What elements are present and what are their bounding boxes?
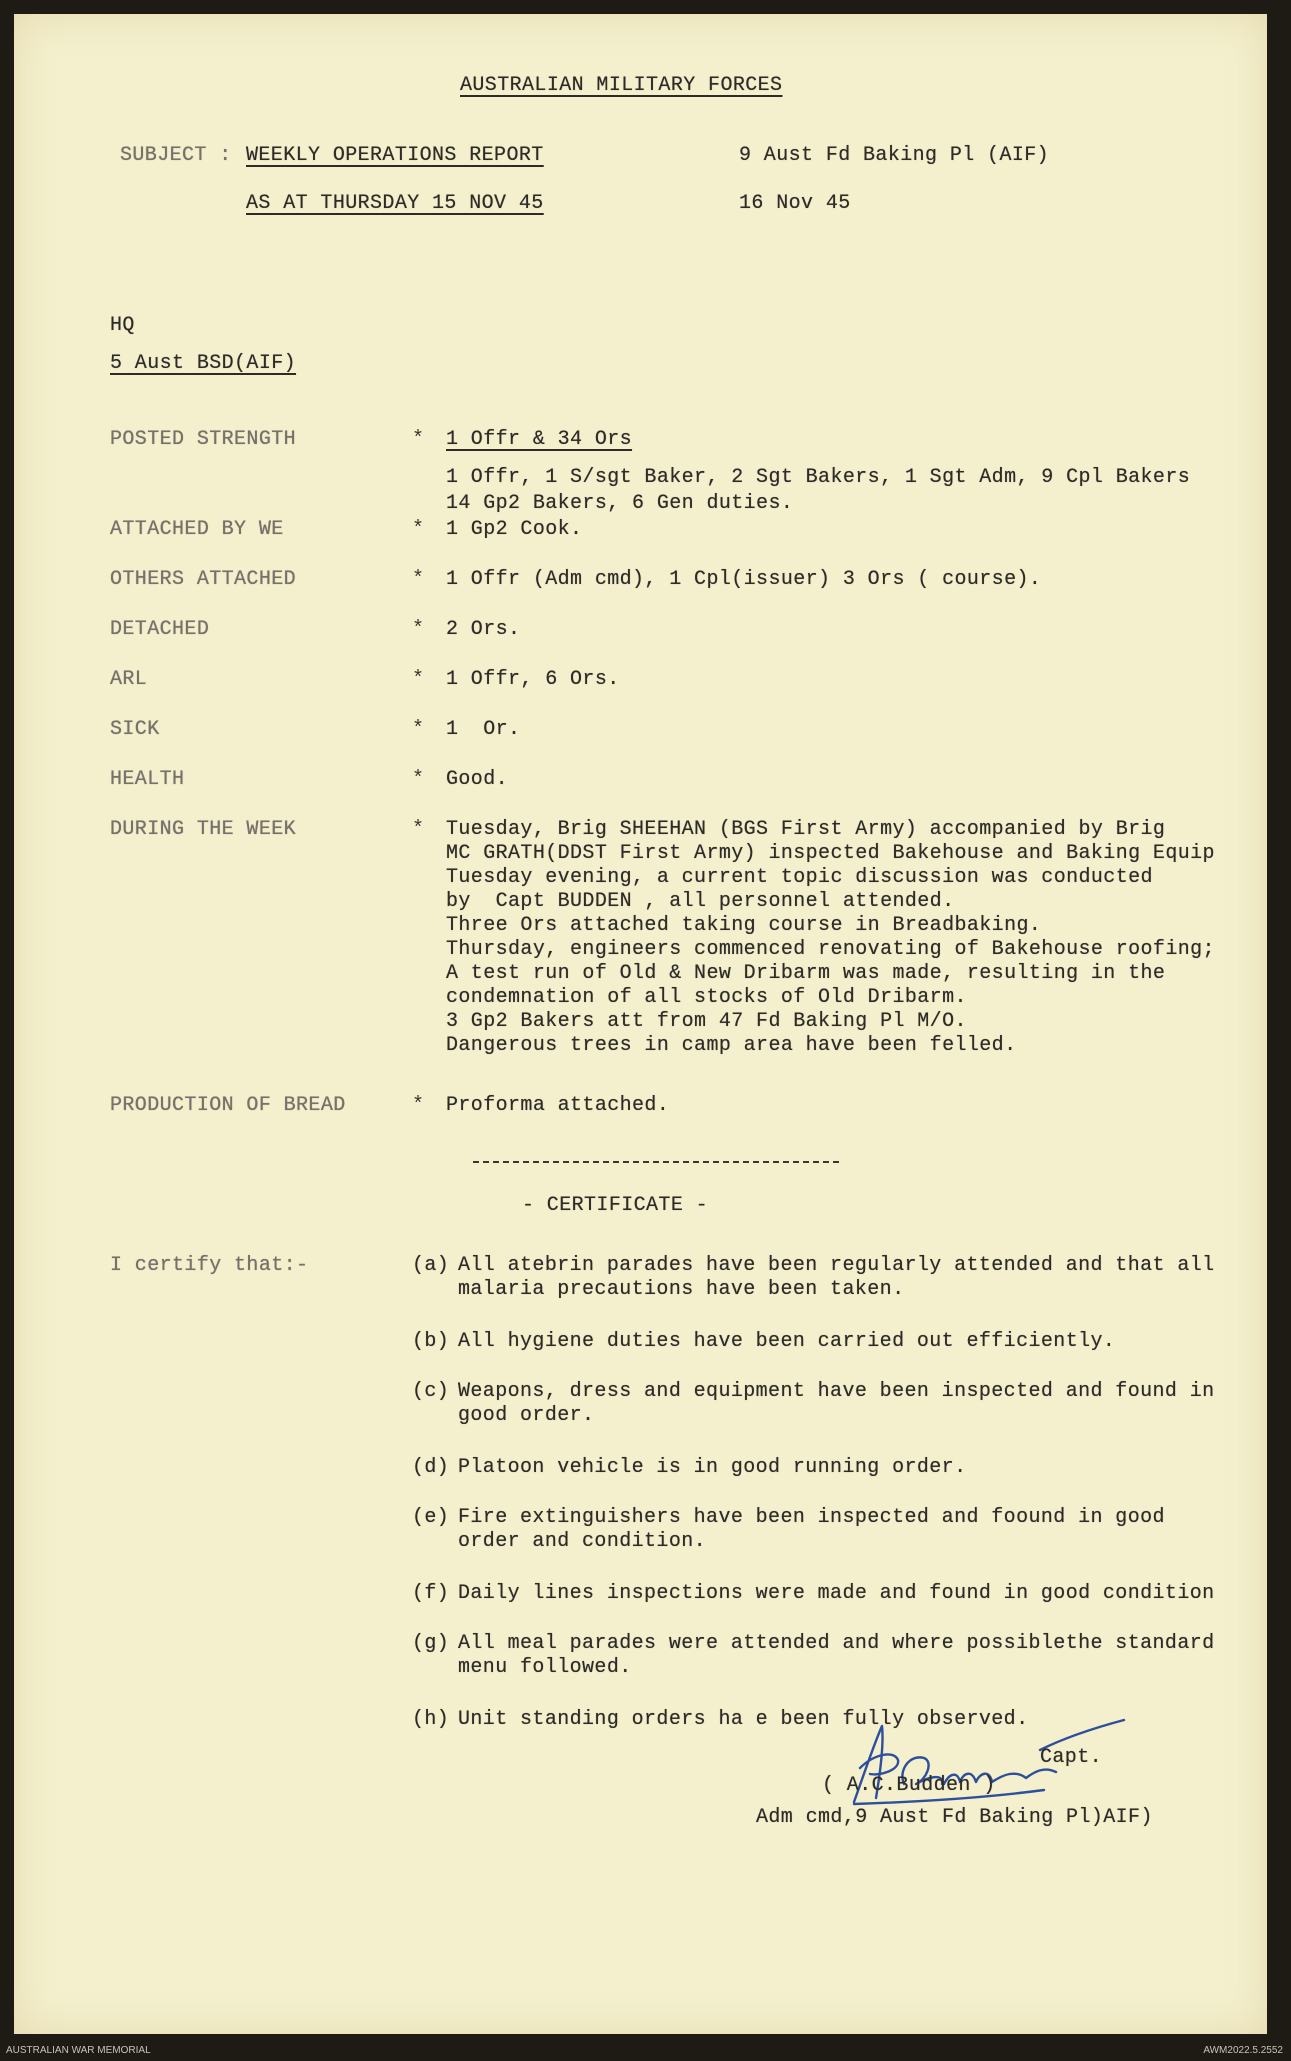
divider (473, 1161, 839, 1163)
entry-line: 2 Ors. (446, 618, 521, 641)
certificate-letter: (f) (412, 1582, 450, 1605)
report-date: 16 Nov 45 (739, 192, 851, 215)
footer-right: AWM2022.5.2552 (1203, 2045, 1283, 2056)
certificate-line: Daily lines inspections were made and found in good condition (458, 1582, 1215, 1605)
entry-label-detached: DETACHED (110, 618, 210, 641)
entry-line: 1 Or. (446, 718, 521, 741)
document-title: AUSTRALIAN MILITARY FORCES (460, 74, 783, 97)
entry-bullet: * (412, 818, 425, 841)
certificate-line: Unit standing orders ha e been fully observed. (458, 1708, 1029, 1731)
signature-name: ( A.C.Budden ) (822, 1774, 996, 1797)
entry-label-health: HEALTH (110, 768, 185, 791)
certificate-line: All atebrin parades have been regularly attended and that all (458, 1254, 1215, 1277)
addressee-line-2: 5 Aust BSD(AIF) (110, 352, 297, 375)
entry-line: 1 Offr & 34 Ors (446, 428, 633, 451)
certificate-line: menu followed. (458, 1656, 632, 1679)
entry-bullet: * (412, 668, 425, 691)
signature-rank: Capt. (1040, 1746, 1103, 1769)
entry-bullet: * (412, 618, 425, 641)
entry-label-sick: SICK (110, 718, 160, 741)
entry-bullet: * (412, 718, 425, 741)
entry-line: 1 Offr, 1 S/sgt Baker, 2 Sgt Bakers, 1 Sgt Adm, 9 Cpl Bakers (446, 466, 1191, 489)
entry-line: 14 Gp2 Bakers, 6 Gen duties. (446, 492, 794, 515)
certificate-line: All meal parades were attended and where possiblethe standard (458, 1632, 1215, 1655)
entry-line: Good. (446, 768, 509, 791)
entry-label-arl: ARL (110, 668, 148, 691)
certificate-letter: (e) (412, 1506, 450, 1529)
entry-line: MC GRATH(DDST First Army) inspected Bakehouse and Baking Equip (446, 842, 1215, 865)
entry-label-posted-strength: POSTED STRENGTH (110, 428, 297, 451)
certificate-line: Platoon vehicle is in good running order. (458, 1456, 967, 1479)
certificate-letter: (c) (412, 1380, 450, 1403)
certificate-letter: (h) (412, 1708, 450, 1731)
addressee-line-1: HQ (110, 314, 135, 337)
entry-line: Proforma attached. (446, 1094, 670, 1117)
footer-left: AUSTRALIAN WAR MEMORIAL (6, 2045, 151, 2056)
document-page (14, 14, 1267, 2034)
certificate-line: good order. (458, 1404, 595, 1427)
certificate-line: All hygiene duties have been carried out efficiently. (458, 1330, 1116, 1353)
entry-label-others-attached: OTHERS ATTACHED (110, 568, 297, 591)
entry-label-during-the-week: DURING THE WEEK (110, 818, 297, 841)
certificate-letter: (g) (412, 1632, 450, 1655)
entry-line: Tuesday, Brig SHEEHAN (BGS First Army) accompanied by Brig (446, 818, 1166, 841)
entry-line: condemnation of all stocks of Old Dribarm. (446, 986, 967, 1009)
entry-line: 1 Offr, 6 Ors. (446, 668, 620, 691)
entry-line: Dangerous trees in camp area have been felled. (446, 1034, 1017, 1057)
certificate-letter: (d) (412, 1456, 450, 1479)
unit-name: 9 Aust Fd Baking Pl (AIF) (739, 144, 1050, 167)
entry-bullet: * (412, 428, 425, 451)
subject-line-1: WEEKLY OPERATIONS REPORT (246, 144, 544, 167)
certificate-line: Weapons, dress and equipment have been inspected and found in (458, 1380, 1215, 1403)
entry-line: A test run of Old & New Dribarm was made, resulting in the (446, 962, 1166, 985)
certificate-line: malaria precautions have been taken. (458, 1278, 905, 1301)
subject-label: SUBJECT : (120, 144, 232, 167)
entry-line: 1 Gp2 Cook. (446, 518, 583, 541)
entry-line: 3 Gp2 Bakers att from 47 Fd Baking Pl M/O. (446, 1010, 967, 1033)
certificate-letter: (a) (412, 1254, 450, 1277)
entry-bullet: * (412, 568, 425, 591)
certificate-line: order and condition. (458, 1530, 707, 1553)
entry-label-production-of-bread: PRODUCTION OF BREAD (110, 1094, 346, 1117)
signature-position: Adm cmd,9 Aust Fd Baking Pl)AIF) (756, 1806, 1153, 1829)
subject-line-2: AS AT THURSDAY 15 NOV 45 (246, 192, 544, 215)
footer (0, 2040, 1291, 2061)
entry-line: Tuesday evening, a current topic discussion was conducted (446, 866, 1153, 889)
entry-line: Three Ors attached taking course in Breadbaking. (446, 914, 1042, 937)
certificate-letter: (b) (412, 1330, 450, 1353)
certificate-intro: I certify that:- (110, 1254, 309, 1277)
certificate-heading: - CERTIFICATE - (522, 1194, 709, 1217)
entry-bullet: * (412, 768, 425, 791)
entry-line: Thursday, engineers commenced renovating of Bakehouse roofing; (446, 938, 1215, 961)
certificate-line: Fire extinguishers have been inspected and foound in good (458, 1506, 1165, 1529)
entry-line: by Capt BUDDEN , all personnel attended. (446, 890, 955, 913)
entry-bullet: * (412, 518, 425, 541)
entry-label-attached-by-we: ATTACHED BY WE (110, 518, 284, 541)
entry-line: 1 Offr (Adm cmd), 1 Cpl(issuer) 3 Ors ( course). (446, 568, 1042, 591)
entry-bullet: * (412, 1094, 425, 1117)
